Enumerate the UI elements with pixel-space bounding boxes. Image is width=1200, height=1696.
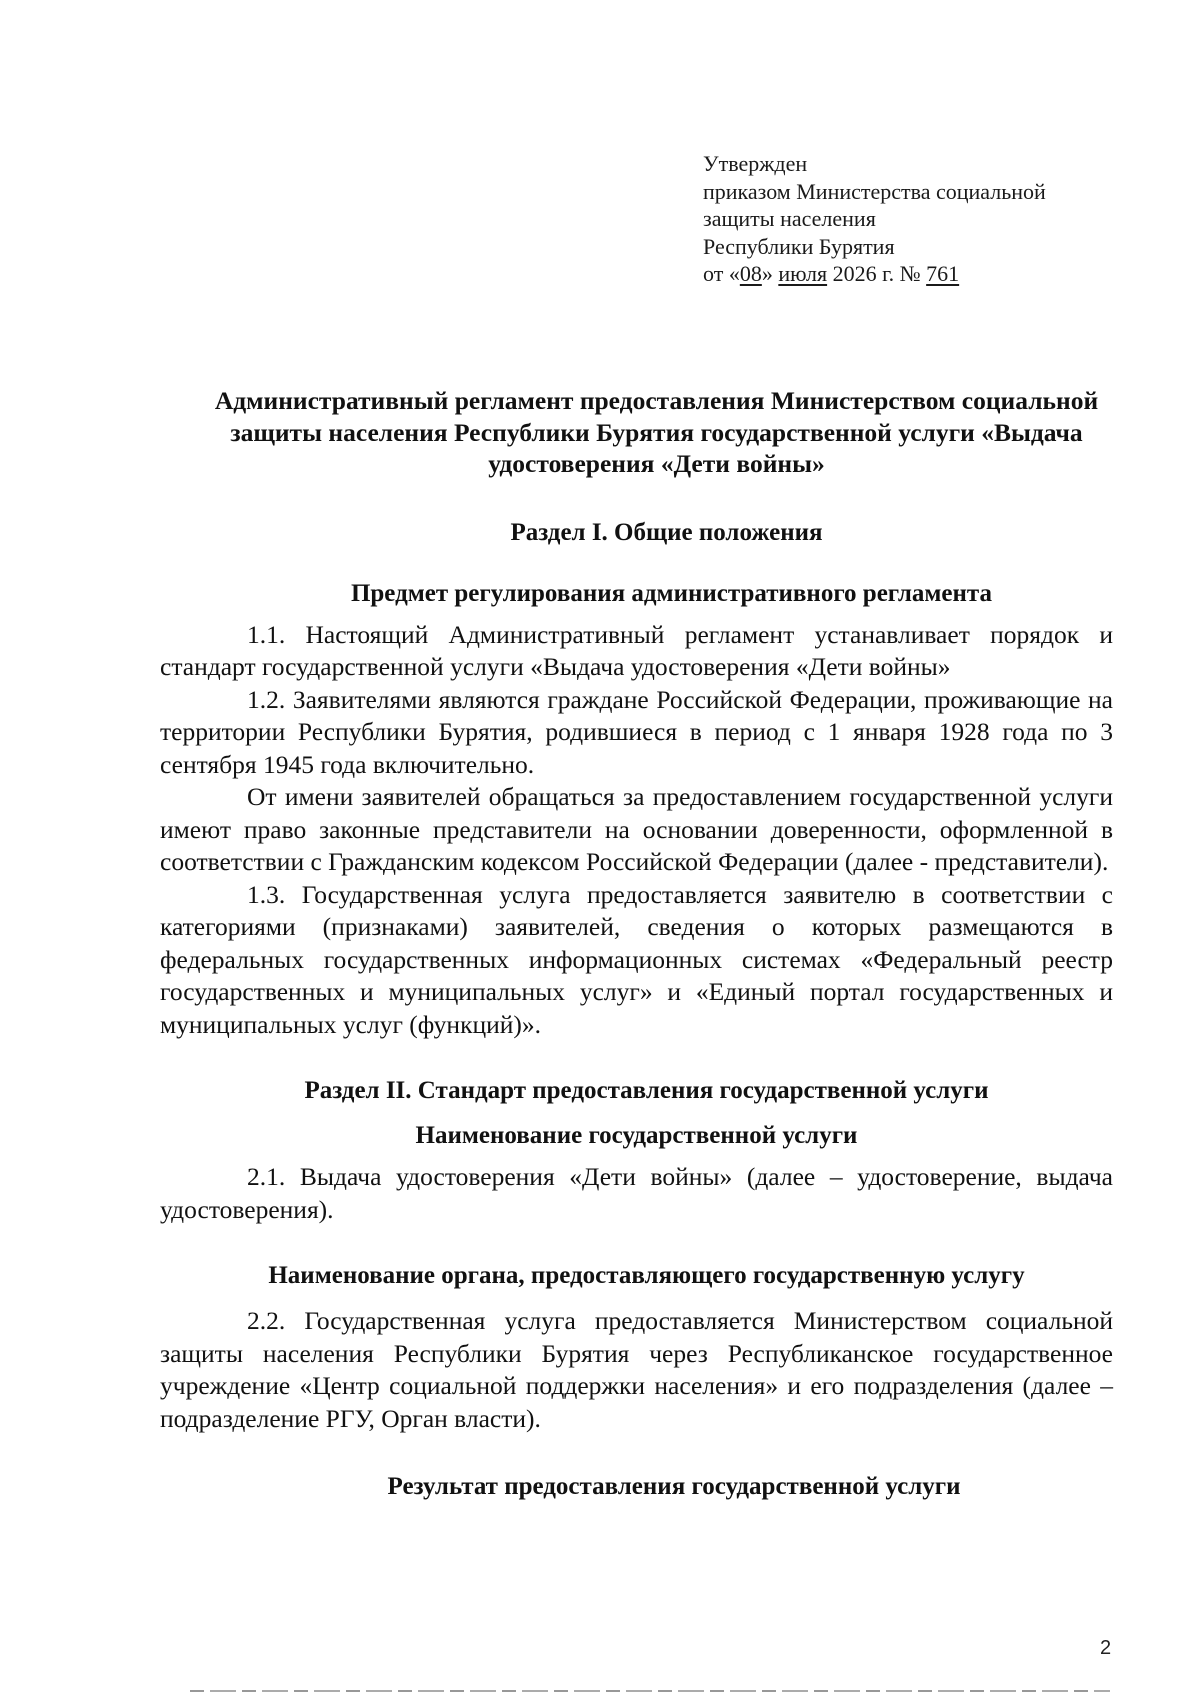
approval-order-number: 761	[926, 261, 960, 286]
scan-edge-line	[190, 1690, 1110, 1692]
approval-month: июля	[778, 261, 828, 286]
approval-day: 08	[739, 261, 762, 286]
approval-stamp-block	[703, 150, 1046, 288]
section-2-subheading-service-name: Наименование государственной услуги	[415, 1122, 858, 1149]
section-1-subheading: Предмет регулирования административного регламента	[350, 579, 993, 607]
paragraph-1-2-representatives: От имени заявителей обращаться за предоставлением государственной услуги имеют право законные представители на основании доверенности, оформленной в соответствии с Гражданским кодексом Российской Федерации (далее - представители).	[160, 782, 1113, 876]
section-2-heading: Раздел II. Стандарт предоставления государственной услуги	[304, 1077, 989, 1104]
approval-line-republic: Республики Бурятия	[703, 233, 895, 259]
approval-line-approved: Утвержден	[703, 151, 808, 176]
approval-line-protection: защиты населения	[703, 206, 876, 231]
approval-line-date	[703, 260, 1046, 288]
paragraph-1-1: 1.1. Настоящий Административный регламент устанавливает порядок и стандарт государственной услуги «Выдача удостоверения «Дети войны»	[160, 619, 1113, 681]
section-2-subheading-authority: Наименование органа, предоставляющего государственную услугу	[268, 1262, 1025, 1289]
paragraph-2-1: 2.1. Выдача удостоверения «Дети войны» (далее – удостоверение, выдача удостоверения).	[160, 1162, 1113, 1224]
approval-date-mid: »	[761, 261, 779, 286]
page-number: 2	[1100, 1637, 1112, 1659]
document-title: Административный регламент предоставления Министерством социальной защиты населения Республики Бурятия государственной услуги «Выдача удостоверения «Дети войны»	[214, 386, 1099, 478]
approval-date-prefix: от «	[703, 261, 740, 286]
paragraph-2-2: 2.2. Государственная услуга предоставляется Министерством социальной защиты населения Республики Бурятия через Республиканское государственное учреждение «Центр социальной поддержки населения» и его подразделения (далее – подразделение РГУ, Орган власти).	[160, 1306, 1113, 1433]
document-body	[160, 385, 1113, 1502]
approval-line-order: приказом Министерства социальной	[703, 178, 1046, 204]
section-1-heading: Раздел I. Общие положения	[510, 518, 823, 546]
approval-year: 2026 г. №	[827, 261, 927, 286]
paragraph-1-3: 1.3. Государственная услуга предоставляется заявителю в соответствии с категориями (признаками) заявителей, сведения о которых размещаются в федеральных государственных информационных системах «Федеральный реестр государственных и муниципальных услуг» и «Единый портал государственных и муниципальных услуг (функций)».	[160, 879, 1113, 1039]
section-2-subheading-result: Результат предоставления государственной услуги	[387, 1473, 961, 1500]
paragraph-1-2: 1.2. Заявителями являются граждане Российской Федерации, проживающие на территории Республики Бурятия, родившиеся в период с 1 января 1928 года по 3 сентября 1945 года включительно.	[160, 684, 1113, 779]
